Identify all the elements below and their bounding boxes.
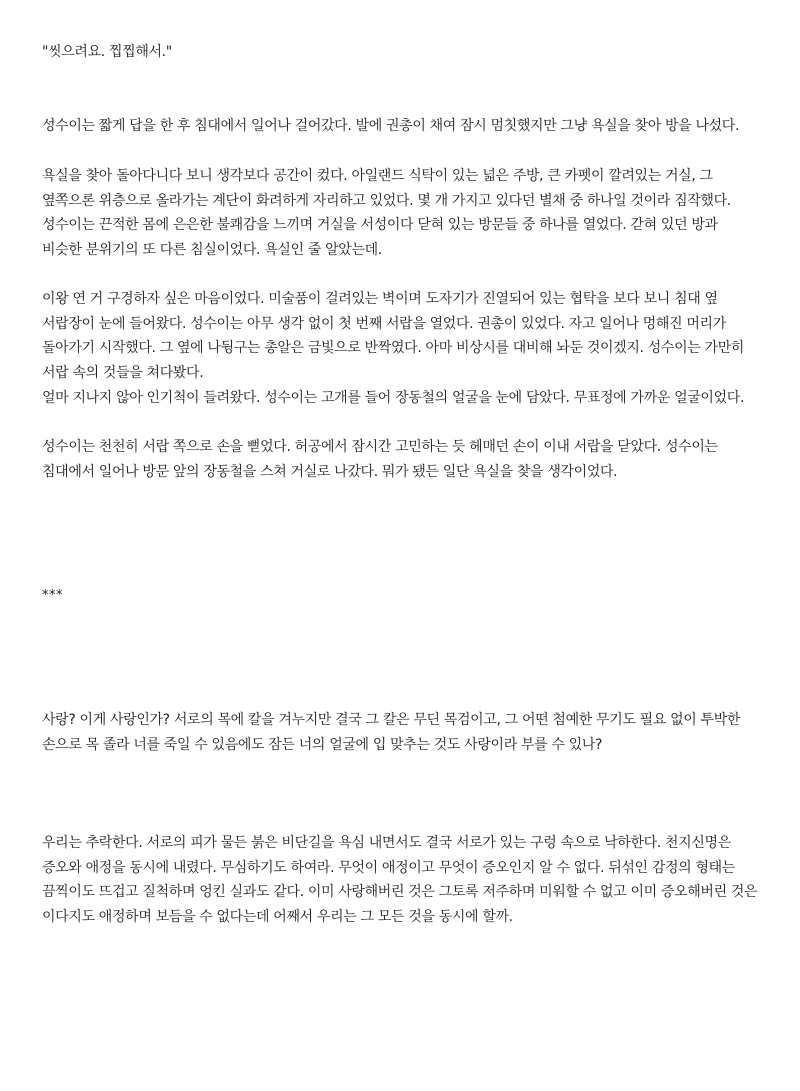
section-separator: *** xyxy=(42,588,63,603)
paragraph: 성수이는 짧게 답을 한 후 침대에서 일어나 걸어갔다. 발에 권총이 채여 잠시 멈칫했지만 그냥 욕실을 찾아 방을 나섰다. xyxy=(42,118,740,134)
paragraph: 얼마 지나지 않아 인기척이 들려왔다. 성수이는 고개를 들어 장동철의 얼굴을 눈에 담았다. 무표정에 가까운 얼굴이었다. xyxy=(42,390,745,406)
paragraph: 욕실을 찾아 돌아다니다 보니 생각보다 공간이 컸다. 아일랜드 식탁이 있는 넓은 주방, 큰 카펫이 깔려있는 거실, 그 옆쪽으론 위층으로 올라가는 계단이 화려하게 자리하고 있었다. 몇 개 가지고 있다던 별채 중 하나일 것이라 짐작했다. 성수이는 끈적한 몸에 은은한 불쾌감을 느끼며 거실을 서성이다 닫혀 있는 방문들 중 하나를 열었다. 갇혀 있던 방과 비슷한 분위기의 또 다른 침실이었다. 욕실인 줄 알았는데. xyxy=(42,168,731,258)
paragraph: 이왕 연 거 구경하자 싶은 마음이었다. 미술품이 걸려있는 벽이며 도자기가 진열되어 있는 협탁을 보다 보니 침대 옆 서랍장이 눈에 들어왔다. 성수이는 아무 생각 없이 첫 번째 서랍을 열었다. 권총이 있었다. 자고 일어나 멍해진 머리가 돌아가기 시작했다. 그 옆에 나뒹구는 총알은 금빛으로 반짝였다. 아마 비상시를 대비해 놔둔 것이겠지. 성수이는 가만히 서랍 속의 것들을 쳐다봤다. xyxy=(42,291,745,381)
dialogue-line: "씻으려요. 찝찝해서." xyxy=(42,44,172,60)
paragraph: 우리는 추락한다. 서로의 피가 물든 붉은 비단길을 욕심 내면서도 결국 서로가 있는 구렁 속으로 낙하한다. 천지신명은 증오와 애정을 동시에 내렸다. 무심하기도 하여라. 무엇이 애정이고 무엇이 증오인지 알 수 없다. 뒤섞인 감정의 형태는 끔찍이도 뜨겁고 질척하며 엉킨 실과도 같다. 이미 사랑해버린 것은 그토록 저주하며 미워할 수 없고 이미 증오해버린 것은 이다지도 애정하며 보듬을 수 없다는데 어째서 우리는 그 모든 것을 동시에 할까. xyxy=(42,835,758,925)
paragraph: 성수이는 천천히 서랍 쪽으로 손을 뻗었다. 허공에서 잠시간 고민하는 듯 헤매던 손이 이내 서랍을 닫았다. 성수이는 침대에서 일어나 방문 앞의 장동철을 스쳐 거실로 나갔다. 뭐가 됐든 일단 욕실을 찾을 생각이었다. xyxy=(42,439,718,480)
paragraph: 사랑? 이게 사랑인가? 서로의 목에 칼을 겨누지만 결국 그 칼은 무딘 목검이고, 그 어떤 첨예한 무기도 필요 없이 투박한 손으로 목 졸라 너를 죽일 수 있음에도 잠든 너의 얼굴에 입 맞추는 것도 사랑이라 부를 수 있나? xyxy=(42,712,741,753)
